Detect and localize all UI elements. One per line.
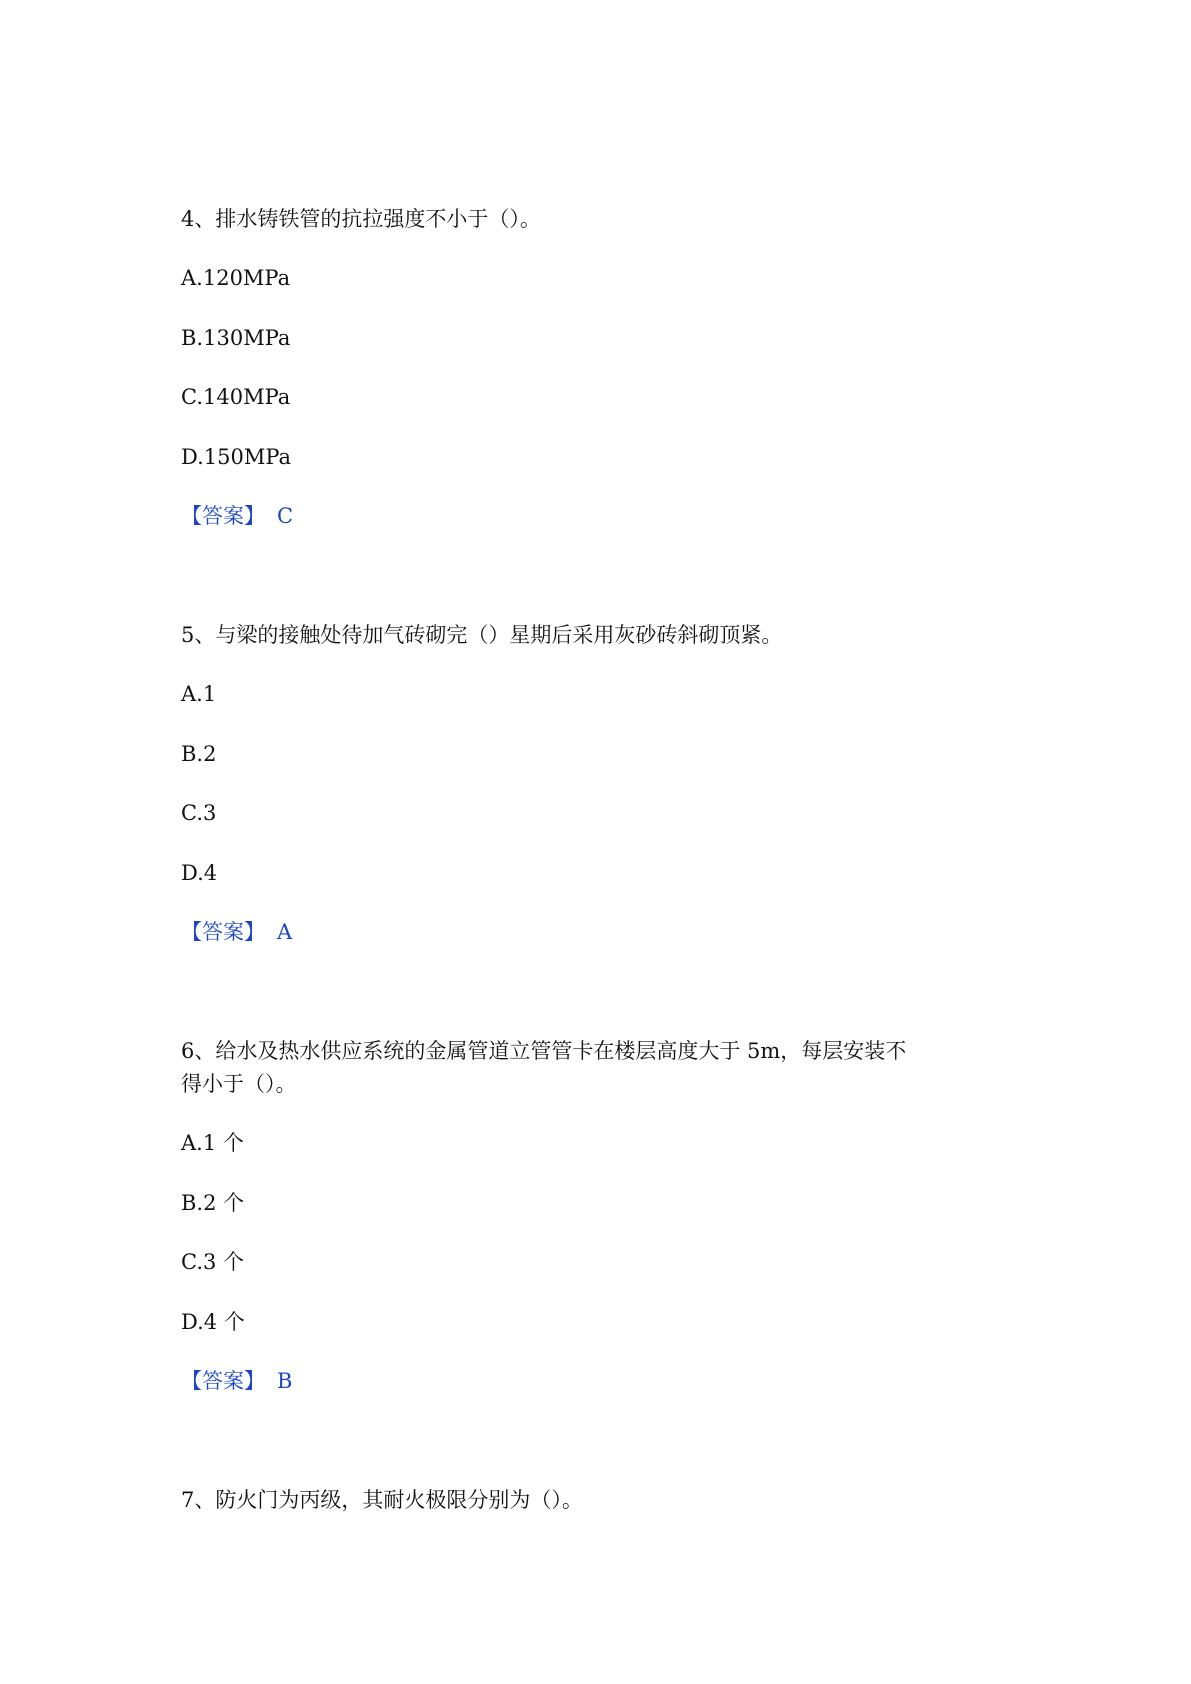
question-6-stem-line-1: 6、给水及热水供应系统的金属管道立管管卡在楼层高度大于 5m，每层安装不: [181, 1039, 907, 1063]
question-5-option-a: A.1: [181, 682, 217, 706]
question-4-option-a: A.120MPa: [181, 266, 291, 290]
question-5-option-d: D.4: [181, 861, 218, 885]
question-6-option-b: B.2 个: [181, 1191, 245, 1215]
question-4-option-b: B.130MPa: [181, 326, 291, 350]
answer-label: 【答案】: [181, 1369, 265, 1393]
answer-value: C: [277, 504, 294, 528]
question-7-stem: 7、防火门为丙级，其耐火极限分别为（）。: [181, 1488, 583, 1512]
question-6-option-c: C.3 个: [181, 1250, 245, 1274]
question-4-option-d: D.150MPa: [181, 445, 292, 469]
question-4-answer: [181, 500, 293, 532]
answer-value: A: [277, 920, 293, 944]
question-5-option-c: C.3: [181, 801, 217, 825]
question-5-option-b: B.2: [181, 742, 217, 766]
answer-label: 【答案】: [181, 504, 265, 528]
question-5-stem: 5、与梁的接触处待加气砖砌完（）星期后采用灰砂砖斜砌顶紧。: [181, 623, 783, 647]
question-4-stem: 4、排水铸铁管的抗拉强度不小于（）。: [181, 207, 541, 231]
question-6-option-d: D.4 个: [181, 1310, 245, 1334]
answer-label: 【答案】: [181, 920, 265, 944]
question-4-option-c: C.140MPa: [181, 385, 291, 409]
question-6-answer: [181, 1365, 292, 1397]
answer-value: B: [277, 1369, 293, 1393]
question-6-option-a: A.1 个: [181, 1131, 244, 1155]
question-5-answer: [181, 916, 292, 948]
question-6-stem-line-2: 得小于（）。: [181, 1072, 297, 1096]
